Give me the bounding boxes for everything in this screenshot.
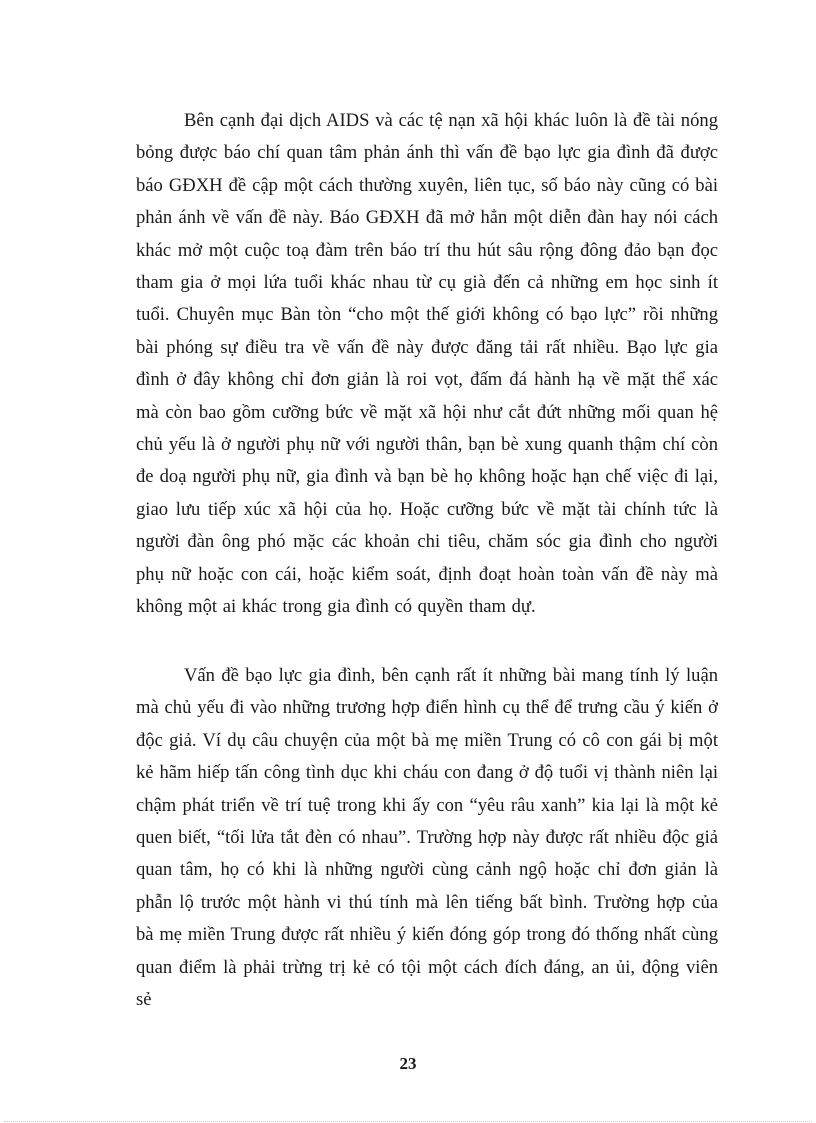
page-bottom-divider [4, 1121, 812, 1122]
body-text-block-2 [136, 660, 718, 1016]
page-number: 23 [399, 1054, 417, 1073]
paragraph-2: Vấn đề bạo lực gia đình, bên cạnh rất ít những bài mang tính lý luận mà chủ yếu đi vào những trương hợp điển hình cụ thể để trưng cầu ý kiến ở độc giả. Ví dụ câu chuyện của một bà mẹ miền Trung có cô con gái bị một kẻ hãm hiếp tấn công tình dục khi cháu con đang ở độ tuổi vị thành niên lại chậm phát triển về trí tuệ trong khi ấy con “yêu râu xanh” kia lại là một kẻ quen biết, “tối lửa tắt đèn có nhau”. Trường hợp này được rất nhiều độc giả quan tâm, họ có khi là những người cùng cảnh ngộ hoặc chỉ đơn giản là phẫn lộ trước một hành vi thú tính mà lên tiếng bất bình. Trường hợp của bà mẹ miền Trung được rất nhiều ý kiến đóng góp trong đó thống nhất cùng quan điểm là phải trừng trị kẻ có tội một cách đích đáng, an ủi, động viên sẻ [136, 665, 718, 1011]
body-text-block-1 [136, 105, 718, 624]
paragraph-1: Bên cạnh đại dịch AIDS và các tệ nạn xã hội khác luôn là đề tài nóng bỏng được báo chí quan tâm phản ánh thì vấn đề bạo lực gia đình đã được báo GĐXH đề cập một cách thường xuyên, liên tục, số báo này cũng có bài phản ánh về vấn đề này. Báo GĐXH đã mở hẳn một diễn đàn hay nói cách khác mở một cuộc toạ đàm trên báo trí thu hút sâu rộng đông đảo bạn đọc tham gia ở mọi lứa tuổi khác nhau từ cụ già đến cả những em học sinh ít tuổi. Chuyên mục Bàn tòn “cho một thế giới không có bạo lực” rồi những bài phóng sự điều tra về vấn đề này được đăng tải rất nhiều. Bạo lực gia đình ở đây không chỉ đơn giản là roi vọt, đấm đá hành hạ về mặt thể xác mà còn bao gồm cưỡng bức về mặt xã hội như cắt đứt những mối quan hệ chủ yếu là ở người phụ nữ với người thân, bạn bè xung quanh thậm chí còn đe doạ người phụ nữ, gia đình và bạn bè họ không hoặc hạn chế việc đi lại, giao lưu tiếp xúc xã hội của họ. Hoặc cưỡng bức về mặt tài chính tức là người đàn ông phó mặc các khoản chi tiêu, chăm sóc gia đình cho người phụ nữ hoặc con cái, hoặc kiểm soát, định đoạt hoàn toàn vấn đề này mà không một ai khác trong gia đình có quyền tham dự. [136, 110, 718, 618]
